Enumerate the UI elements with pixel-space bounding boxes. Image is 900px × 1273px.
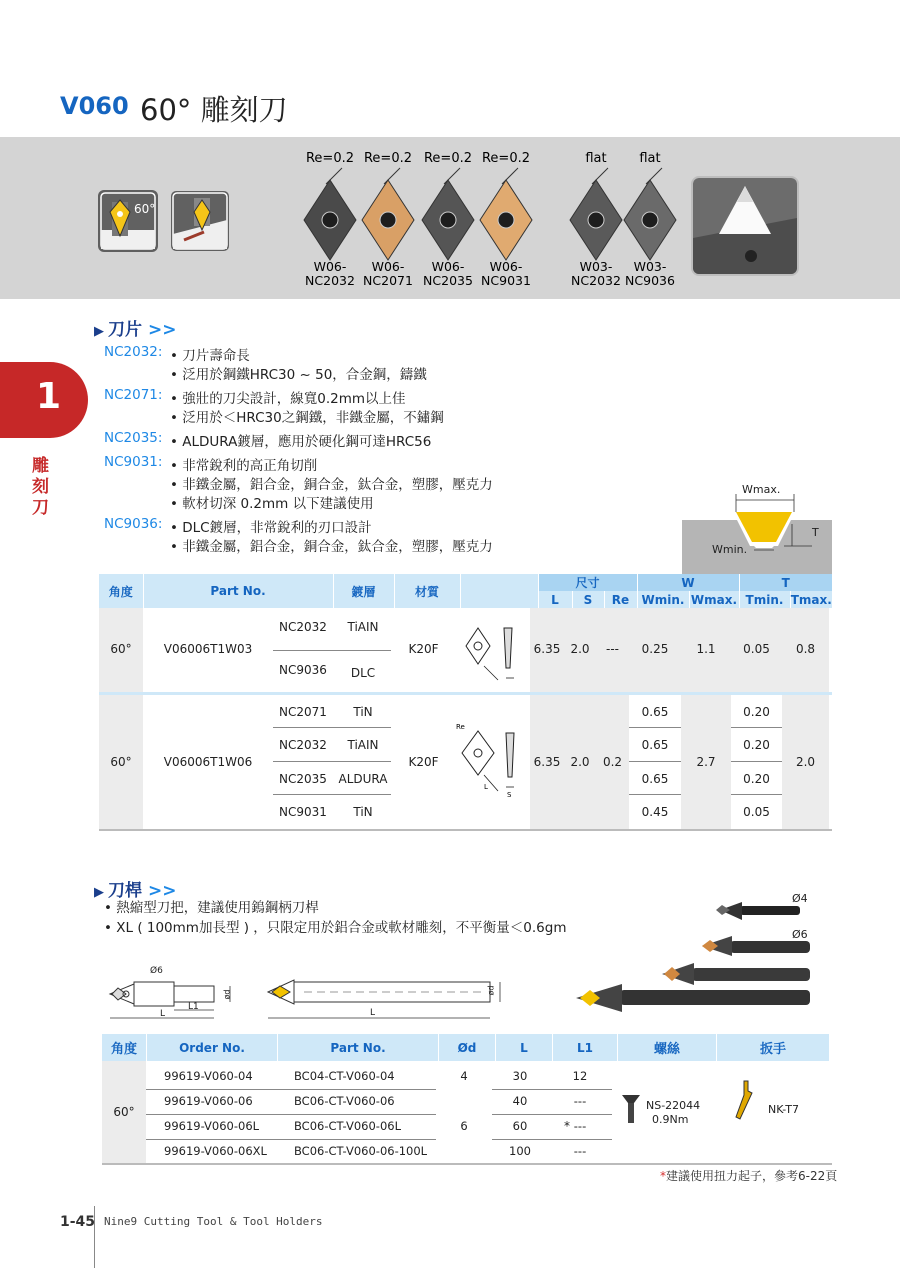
table-cell: TiN <box>353 705 373 719</box>
drawing-l-label: L <box>160 1009 166 1019</box>
table-cell: DLC <box>350 666 376 680</box>
table-cell: --- <box>606 642 619 656</box>
grade-feature: • 軟材切深 0.2mm 以下建議使用 <box>170 496 374 512</box>
insert-bottom-label: W03- <box>633 259 667 274</box>
wmin-label: Wmin. <box>712 543 748 556</box>
grade-key: NC2035: <box>104 430 163 446</box>
drawing-d6-label: Ø6 <box>150 966 163 976</box>
drawing-long-l-label: L <box>370 1008 376 1018</box>
table-cell: 99619-V060-04 <box>164 1069 253 1083</box>
table-cell: K20F <box>408 755 439 769</box>
insert-top-label: flat <box>585 151 607 166</box>
drawing-long-od-label: ød <box>486 985 496 996</box>
col-tmax: Tmax. <box>790 592 832 607</box>
col-order-no: Order No. <box>147 1034 278 1061</box>
table-cell: 0.65 <box>641 705 669 719</box>
inserts-heading: ▶ 刀片 >> <box>94 320 177 340</box>
insert-spec-table <box>99 574 832 831</box>
table-cell: 0.45 <box>641 805 669 819</box>
grade-key: NC9031: <box>104 454 163 470</box>
table-cell: BC06-CT-V060-06-100L <box>294 1144 428 1158</box>
col-part-no: Part No. <box>143 574 333 608</box>
holder-bullet: • XL ( 100mm加長型 ) ，只限定用於鋁合金或軟材雕刻，不平衡量＜0.6gm <box>104 920 567 936</box>
page-number: 1-45 <box>60 1214 96 1230</box>
table-cell: 0.65 <box>641 738 669 752</box>
col-l: L <box>538 591 572 608</box>
table-cell: ALDURA <box>338 772 388 786</box>
holder-table-body <box>102 1061 832 1165</box>
table-cell: 6 <box>460 1119 468 1133</box>
triangle-bullet-icon: ▶ <box>94 885 104 900</box>
wrench-icon <box>730 1079 760 1125</box>
insert-image <box>362 151 414 288</box>
screw-icon <box>620 1091 642 1125</box>
grade-feature: • 泛用於鋼鐵HRC30 ~ 50，合金鋼，鑄鐵 <box>170 367 427 383</box>
insert-bottom-label: NC9036 <box>625 273 675 288</box>
grade-key: NC9036: <box>104 516 163 532</box>
angle-label: 60° <box>134 202 156 216</box>
insert-bottom-label: W06- <box>313 259 347 274</box>
table-cell: TiAIN <box>347 738 379 752</box>
table-cell: 60° <box>113 1105 135 1119</box>
insert-top-label: Re=0.2 <box>363 151 413 166</box>
holder-engraving-icon <box>170 190 230 252</box>
col-l: L <box>496 1034 553 1061</box>
insert-group-w06 <box>99 695 832 831</box>
col-angle: 角度 <box>99 574 143 608</box>
insert-top-label: Re=0.2 <box>305 151 355 166</box>
grade-feature: • 非常銳利的高正角切削 <box>170 458 318 474</box>
grade-feature: • 非鐵金屬，鋁合金，銅合金，鈦合金，塑膠，壓克力 <box>170 539 493 555</box>
table-cell: 2.7 <box>696 755 716 769</box>
insert-photo-strip <box>290 140 730 300</box>
table-cell: 0.20 <box>743 705 770 719</box>
col-material: 材質 <box>394 574 460 608</box>
grade-feature: • 強壯的刀尖設計，線寬0.2mm以上佳 <box>170 391 406 407</box>
col-re: Re <box>604 591 637 608</box>
grade-key: NC2032: <box>104 344 163 360</box>
drawing-od-label: ød <box>222 989 232 1000</box>
sketch-s-label: S <box>507 791 512 799</box>
col-screw: 螺絲 <box>618 1034 717 1061</box>
table-cell: K20F <box>408 642 439 656</box>
insert-bottom-label: NC2035 <box>423 273 473 288</box>
col-s: S <box>572 591 604 608</box>
table-cell: V06006T1W06 <box>163 755 253 769</box>
grade-feature: • 泛用於＜HRC30之鋼鐵，非鐵金屬，不鏽鋼 <box>170 410 444 426</box>
chapter-number: 1 <box>36 376 62 417</box>
table-cell: NC2032 <box>279 620 327 634</box>
table-cell: --- <box>573 1094 587 1108</box>
col-angle: 角度 <box>102 1034 147 1061</box>
table-cell: TiN <box>353 805 373 819</box>
table-cell: NC2071 <box>279 705 327 719</box>
torque-star: * <box>564 1119 570 1133</box>
table-cell: 99619-V060-06 <box>164 1094 253 1108</box>
table-cell: 6.35 <box>533 642 561 656</box>
photo-d4-label: Ø4 <box>792 892 808 905</box>
insert-bottom-label: W06- <box>371 259 405 274</box>
holder-bullets <box>104 898 566 938</box>
table-cell: 60° <box>110 642 132 656</box>
insert-bottom-label: W06- <box>431 259 465 274</box>
torque-note: *建議使用扭力起子，參考6-22頁 <box>660 1169 838 1183</box>
catalog-code: V060 <box>60 92 129 120</box>
drawing-l1-label: L1 <box>188 1002 199 1012</box>
table-cell: 0.05 <box>743 805 770 819</box>
sketch-l-label: L <box>484 783 488 791</box>
table-cell: --- <box>573 1119 587 1133</box>
table-cell: 0.05 <box>743 642 770 656</box>
grade-feature: • 刀片壽命長 <box>170 348 250 364</box>
grade-key: NC2071: <box>104 387 163 403</box>
table-cell: 0.20 <box>743 772 770 786</box>
photo-d6-label: Ø6 <box>792 928 808 941</box>
screw-code: NS-22044 <box>646 1099 701 1112</box>
table-cell: 40 <box>512 1094 528 1108</box>
insert-image <box>304 151 356 288</box>
screw-torque: 0.9Nm <box>652 1113 689 1126</box>
table-cell: 0.8 <box>795 642 816 656</box>
insert-bottom-label: W03- <box>579 259 613 274</box>
col-l1: L1 <box>553 1034 618 1061</box>
table-cell: NC9031 <box>279 805 327 819</box>
table-cell: 0.2 <box>602 755 623 769</box>
col-w: W <box>637 574 739 591</box>
table-cell: --- <box>573 1144 587 1158</box>
page-title: 60° 雕刻刀 <box>140 93 288 127</box>
holder-drawing-short <box>104 966 244 1024</box>
groove-width-diagram <box>682 480 832 575</box>
t-label: T <box>812 526 819 539</box>
table-cell: 2.0 <box>795 755 816 769</box>
holder-bullet: • 熱縮型刀把，建議使用鎢鋼柄刀桿 <box>104 900 319 916</box>
col-wmin: Wmin. <box>637 591 689 608</box>
holder-spec-table <box>102 1034 832 1165</box>
insert-bottom-label: NC2032 <box>571 273 621 288</box>
insert-top-label: Re=0.2 <box>423 151 473 166</box>
insert-sketch-w06 <box>454 717 530 803</box>
table-cell: 30 <box>512 1069 528 1083</box>
table-cell: 2.0 <box>570 755 590 769</box>
insert-image <box>480 151 532 288</box>
table-cell: 60° <box>110 755 132 769</box>
chapter-label: 雕刻刀 <box>32 456 49 518</box>
insert-image <box>570 151 622 288</box>
footer-brand: Nine9 Cutting Tool & Tool Holders <box>104 1215 323 1228</box>
holder-table-header <box>102 1034 832 1061</box>
holder-drawing-long <box>264 970 509 1022</box>
holders-heading: ▶ 刀桿 >> <box>94 881 177 901</box>
holder-photo <box>570 888 815 1013</box>
table-cell: 0.65 <box>641 772 669 786</box>
wmax-label: Wmax. <box>742 483 781 496</box>
insert-image <box>422 151 474 288</box>
table-cell: 1.1 <box>696 642 716 656</box>
col-size: 尺寸 <box>538 574 637 591</box>
table-cell: 4 <box>460 1069 468 1083</box>
insert-sketch-w03 <box>454 616 530 686</box>
table-cell: 99619-V060-06XL <box>164 1144 267 1158</box>
engraving-sample-photo <box>691 176 799 276</box>
col-wrench: 扳手 <box>717 1034 829 1061</box>
insert-top-label: Re=0.2 <box>481 151 531 166</box>
insert-top-label: flat <box>639 151 661 166</box>
col-coating: 鍍層 <box>333 574 394 608</box>
holder-angle-icon <box>98 190 158 252</box>
insert-group-w03 <box>99 608 832 695</box>
table-cell: 100 <box>509 1144 531 1158</box>
col-wmax: Wmax. <box>690 592 738 607</box>
col-part-no: Part No. <box>278 1034 439 1061</box>
col-sketch <box>460 574 538 608</box>
table-cell: 0.25 <box>641 642 669 656</box>
table-cell: BC06-CT-V060-06 <box>294 1094 395 1108</box>
grade-feature: • DLC鍍層，非常銳利的刃口設計 <box>170 520 372 536</box>
insert-bottom-label: W06- <box>489 259 523 274</box>
table-cell: 12 <box>572 1069 588 1083</box>
table-cell: 6.35 <box>533 755 561 769</box>
table-cell: V06006T1W03 <box>163 642 253 656</box>
grade-feature: • ALDURA鍍層，應用於硬化鋼可達HRC56 <box>170 434 432 450</box>
table-cell: NC2032 <box>279 738 327 752</box>
grade-feature: • 非鐵金屬，鋁合金，銅合金，鈦合金，塑膠，壓克力 <box>170 477 493 493</box>
sketch-re-label: Re <box>456 723 465 731</box>
col-t: T <box>739 574 832 591</box>
table-cell: TiAIN <box>347 620 379 634</box>
table-cell: 60 <box>512 1119 528 1133</box>
table-cell: BC04-CT-V060-04 <box>294 1069 395 1083</box>
table-cell: 99619-V060-06L <box>164 1119 260 1133</box>
table-cell: 0.20 <box>743 738 770 752</box>
insert-bottom-label: NC9031 <box>481 273 531 288</box>
triangle-bullet-icon: ▶ <box>94 324 104 339</box>
wrench-code: NK-T7 <box>768 1103 799 1116</box>
table-cell: NC9036 <box>279 663 327 677</box>
insert-image <box>624 151 676 288</box>
insert-bottom-label: NC2071 <box>363 273 413 288</box>
table-cell: NC2035 <box>279 772 327 786</box>
table-cell: 2.0 <box>570 642 590 656</box>
col-tmin: Tmin. <box>739 591 790 608</box>
insert-bottom-label: NC2032 <box>305 273 355 288</box>
col-od: Ød <box>439 1034 496 1061</box>
table-cell: BC06-CT-V060-06L <box>294 1119 401 1133</box>
